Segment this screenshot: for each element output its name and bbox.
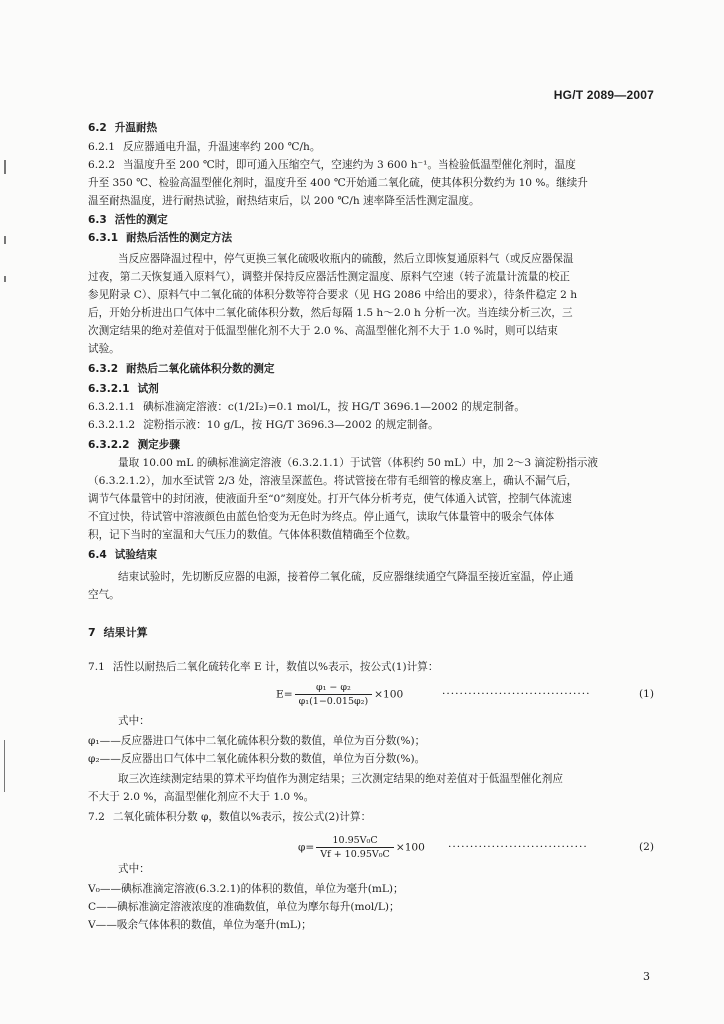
- line-text: 积，记下当时的室温和大气压力的数值。气体体积数值精确至个位数。: [88, 529, 417, 541]
- paragraph-line: [88, 734, 654, 748]
- clause-number: 6.3.2: [88, 363, 119, 375]
- paragraph-line: [88, 400, 654, 414]
- line-text: 调节气体量管中的封闭液，使液面升至“0”刻度处。打开气体分析考克，使气体通入试管，控制气体流速: [88, 493, 572, 505]
- paragraph-line: [118, 456, 654, 470]
- clause-number: 6.2.1: [88, 141, 115, 153]
- line-text: φ₁——反应器进口气体中二氧化硫体积分数的数值，单位为百分数(%)；: [88, 735, 426, 747]
- line-text: 当温度升至 200 ℃时，即可通入压缩空气，空速约为 3 600 h⁻¹。当检验低温型催化剂时，温度: [122, 159, 576, 171]
- line-text: 后，开始分析进出口气体中二氧化硫体积分数，然后每隔 1.5 h～2.0 h 分析一次。当连续分析三次，三: [88, 307, 573, 319]
- formula-1-lhs: E=: [276, 688, 293, 701]
- paragraph-line: [88, 528, 654, 542]
- line-text: 试剂: [137, 383, 159, 395]
- formula-1-leader: ··································: [442, 688, 591, 700]
- scan-mark: [4, 740, 5, 792]
- line-text: 温至耐热温度，进行耐热试验，耐热结束后，以 200 ℃/h 速率降至活性测定温度。: [88, 195, 480, 207]
- formula-1-tail: ×100: [374, 688, 404, 701]
- paragraph-line: [118, 862, 654, 876]
- section-heading: [88, 213, 654, 227]
- line-text: 空气。: [88, 589, 120, 601]
- line-text: 式中：: [118, 715, 150, 727]
- line-text: C——碘标准滴定溶液浓度的准确数值，单位为摩尔每升(mol/L)；: [88, 901, 400, 913]
- clause-number: 6.3.2.1: [88, 383, 130, 395]
- clause-number: 6.3.2.1.1: [88, 401, 136, 413]
- section-heading: [88, 548, 654, 562]
- line-text: 参见附录 C）、原料气中二氧化硫的体积分数等符合要求（见 HG 2086 中给出的要求），待条件稳定 2 h: [88, 289, 578, 301]
- page-number: 3: [643, 970, 650, 983]
- formula-2-lhs: φ=: [298, 841, 315, 854]
- section-heading: [88, 382, 654, 396]
- line-text: 不大于 2.0 %，高温型催化剂应不大于 1.0 %。: [88, 791, 315, 803]
- line-text: （6.3.2.1.2），加水至试管 2/3 处，溶液呈深蓝色。将试管接在带有毛细管的橡皮塞上，确认不漏气后，: [88, 475, 578, 487]
- formula-2-denominator: Vf + 10.95V₀C: [320, 849, 390, 860]
- line-text: 活性以耐热后二氧化硫转化率 E 计，数值以%表示，按公式(1)计算：: [112, 661, 439, 673]
- line-text: 耐热后活性的测定方法: [126, 232, 233, 244]
- paragraph-line: [88, 270, 654, 284]
- clause-number: 6.3.1: [88, 232, 119, 244]
- paragraph-line: [88, 158, 654, 172]
- clause-number: 6.2.2: [88, 159, 115, 171]
- clause-number: 6.4: [88, 549, 107, 561]
- formula-1-numerator: φ₁ − φ₂: [295, 682, 373, 695]
- line-text: 取三次连续测定结果的算术平均值作为测定结果；三次测定结果的绝对差值对于低温型催化剂应: [118, 773, 563, 785]
- line-text: φ₂——反应器出口气体中二氧化硫体积分数的数值，单位为百分数(%)。: [88, 753, 426, 765]
- clause-number: 6.3.2.2: [88, 439, 130, 451]
- clause-number: 7.1: [88, 661, 105, 673]
- scan-mark: [4, 276, 6, 282]
- standard-code: HG/T 2089—2007: [553, 88, 654, 102]
- line-text: 二氧化硫体积分数 φ，数值以%表示，按公式(2)计算：: [112, 811, 372, 823]
- paragraph-line: [88, 474, 654, 488]
- section-heading: [88, 626, 654, 640]
- paragraph-line: [88, 660, 654, 674]
- line-text: 活性的测定: [114, 214, 168, 226]
- line-text: 过夜，第二天恢复通入原料气），调整并保持反应器活性测定温度、原料气空速（转子流量计流量的校正: [88, 271, 571, 283]
- formula-1: [276, 682, 403, 707]
- section-heading: [88, 121, 654, 135]
- line-text: 测定步骤: [137, 439, 180, 451]
- formula-2-numerator: 10.95V₀C: [316, 835, 394, 848]
- line-text: V₀——碘标准滴定溶液(6.3.2.1)的体积的数值，单位为毫升(mL)；: [88, 883, 404, 895]
- paragraph-line: [88, 790, 654, 804]
- clause-number: 6.2: [88, 122, 107, 134]
- line-text: 量取 10.00 mL 的碘标准滴定溶液（6.3.2.1.1）于试管（体积约 50 mL）中，加 2～3 滴淀粉指示液: [118, 457, 599, 469]
- clause-number: 6.3: [88, 214, 107, 226]
- formula-1-denominator: φ₁(1−0.015φ₂): [298, 696, 369, 707]
- paragraph-line: [88, 342, 654, 356]
- formula-2: [298, 835, 425, 860]
- formula-1-fraction: [295, 682, 373, 707]
- line-text: 反应器通电升温，升温速率约 200 ℃/h。: [122, 141, 321, 153]
- clause-number: 7: [88, 626, 96, 639]
- line-text: 耐热后二氧化硫体积分数的测定: [126, 363, 275, 375]
- formula-1-label: (1): [638, 688, 654, 700]
- paragraph-line: [88, 588, 654, 602]
- clause-number: 6.3.2.1.2: [88, 419, 136, 431]
- paragraph-line: [88, 492, 654, 506]
- line-text: 当反应器降温过程中，停气更换三氧化硫吸收瓶内的硫酸，然后立即恢复通原料气（或反应器保温: [118, 253, 574, 265]
- formula-2-label: (2): [638, 841, 654, 853]
- paragraph-line: [88, 288, 654, 302]
- paragraph-line: [88, 882, 654, 896]
- paragraph-line: [118, 252, 654, 266]
- paragraph-line: [88, 510, 654, 524]
- line-text: 结束试验时，先切断反应器的电源，接着停二氧化硫，反应器继续通空气降温至接近室温，停止通: [118, 571, 574, 583]
- paragraph-line: [88, 918, 654, 932]
- paragraph-line: [118, 714, 654, 728]
- line-text: 碘标准滴定溶液：c(1/2I₂)=0.1 mol/L，按 HG/T 3696.1—2002 的规定制备。: [143, 401, 525, 413]
- formula-2-leader: ································: [448, 841, 588, 853]
- paragraph-line: [118, 772, 654, 786]
- line-text: 试验结束: [114, 549, 158, 561]
- formula-2-tail: ×100: [395, 841, 425, 854]
- line-text: 不宜过快，待试管中溶液颜色由蓝色恰变为无色时为终点。停止通气，读取气体量管中的吸余气体体: [88, 511, 555, 523]
- section-heading: [88, 438, 654, 452]
- paragraph-line: [88, 306, 654, 320]
- line-text: 结果计算: [103, 626, 148, 639]
- paragraph-line: [88, 752, 654, 766]
- paragraph-line: [88, 140, 654, 154]
- section-heading: [88, 231, 654, 245]
- line-text: 升至 350 ℃、检验高温型催化剂时，温度升至 400 ℃开始通二氧化硫，使其体积分数约为 10 %。继续升: [88, 177, 588, 189]
- paragraph-line: [88, 418, 654, 432]
- line-text: 次测定结果的绝对差值对于低温型催化剂不大于 2.0 %、高温型催化剂不大于 1.0 %时，则可以结束: [88, 325, 558, 337]
- paragraph-line: [88, 900, 654, 914]
- scan-mark: [4, 160, 6, 174]
- paragraph-line: [88, 810, 654, 824]
- section-heading: [88, 362, 654, 376]
- formula-2-fraction: [316, 835, 394, 860]
- scan-mark: [4, 236, 6, 244]
- line-text: 试验。: [88, 343, 120, 355]
- line-text: 式中：: [118, 863, 150, 875]
- paragraph-line: [88, 324, 654, 338]
- line-text: V——吸余气体体积的数值，单位为毫升(mL)；: [88, 919, 312, 931]
- paragraph-line: [88, 176, 654, 190]
- line-text: 淀粉指示液：10 g/L，按 HG/T 3696.3—2002 的规定制备。: [143, 419, 439, 431]
- clause-number: 7.2: [88, 811, 105, 823]
- line-text: 升温耐热: [114, 122, 158, 134]
- paragraph-line: [118, 570, 654, 584]
- paragraph-line: [88, 194, 654, 208]
